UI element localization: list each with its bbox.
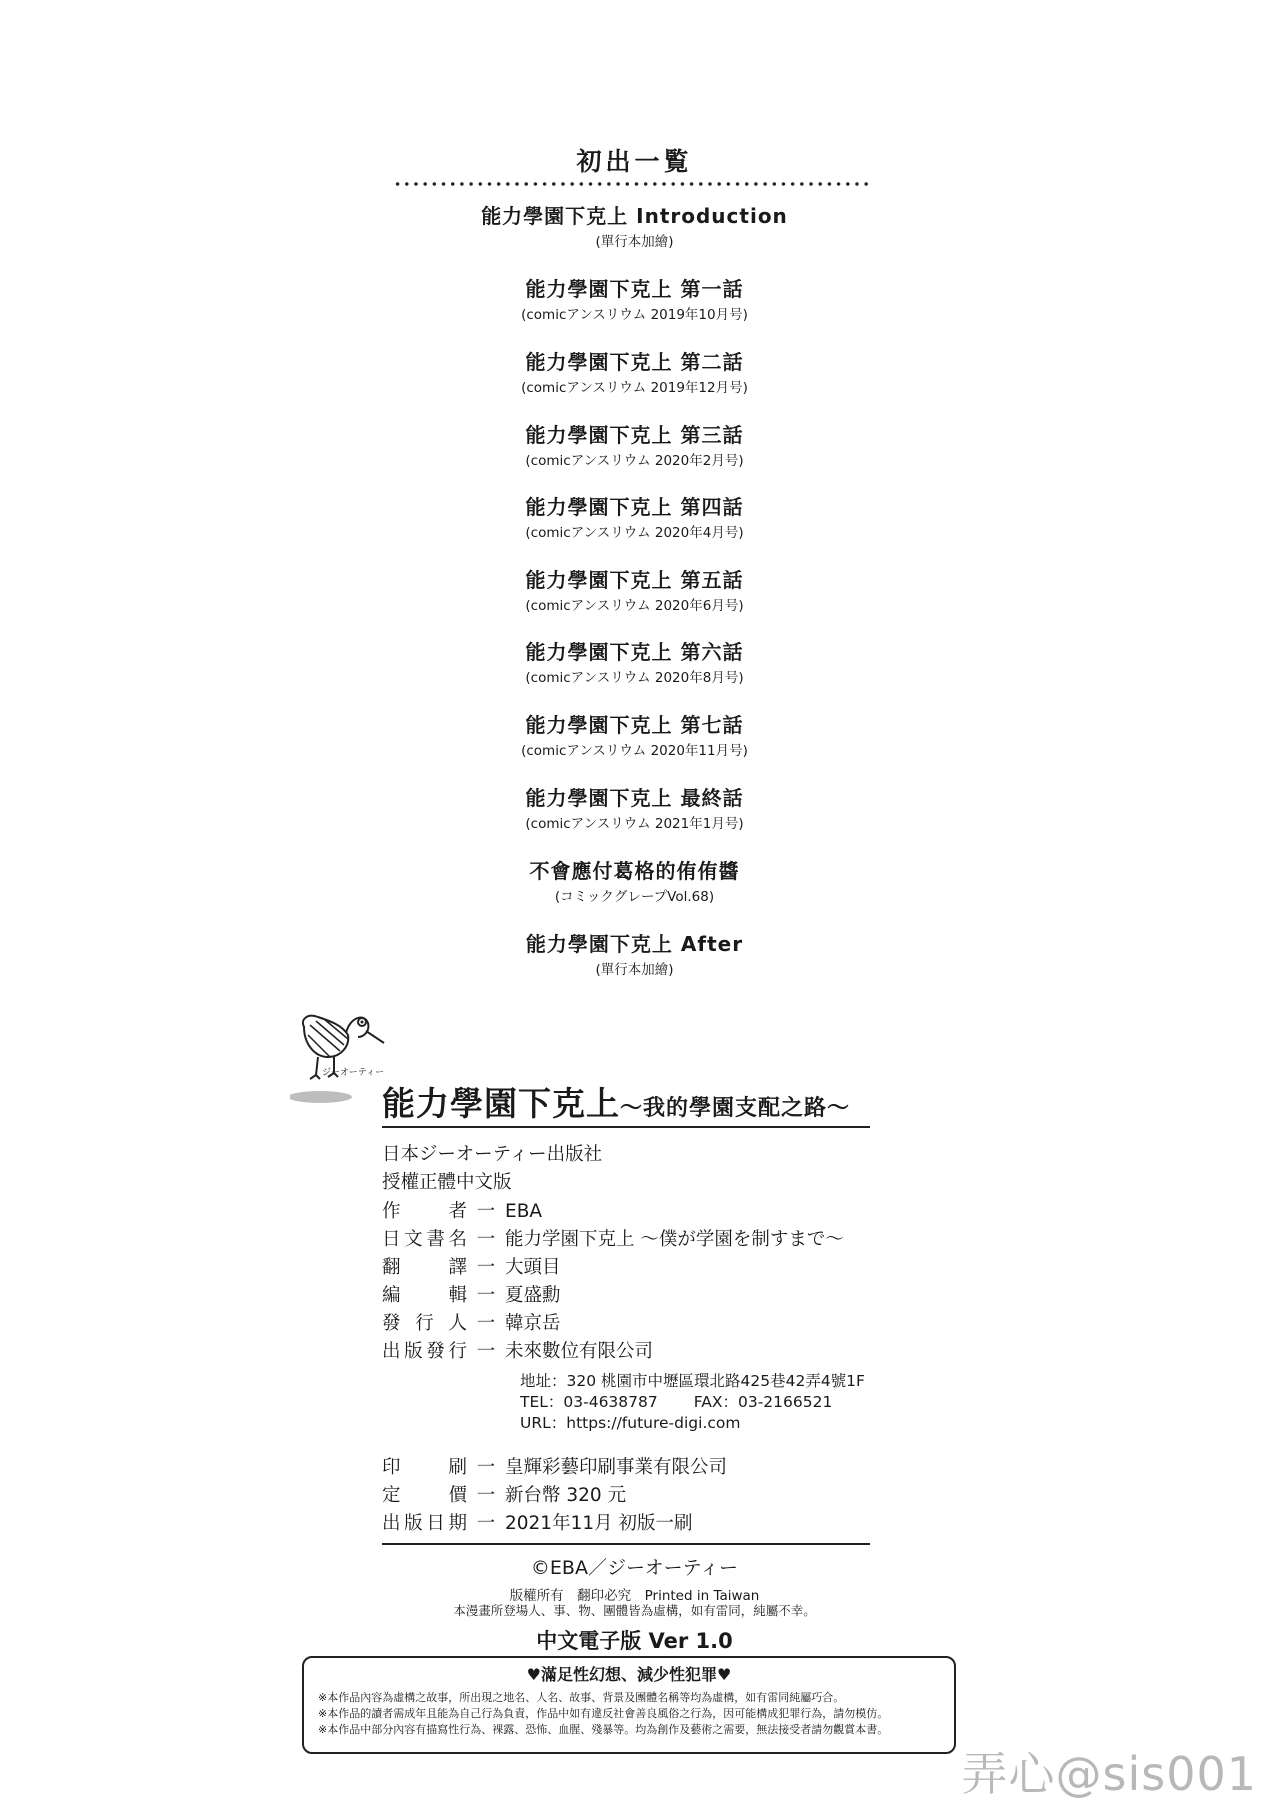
toc-entry-source: (comicアンスリウム 2019年10月号) bbox=[521, 307, 748, 323]
toc-entry bbox=[0, 349, 1269, 397]
credit-label: 作者 bbox=[382, 1201, 467, 1222]
toc-entry bbox=[0, 422, 1269, 470]
credit-row bbox=[382, 1200, 542, 1224]
credit-dash: 一 bbox=[476, 1341, 496, 1362]
credit-value: EBA bbox=[505, 1201, 543, 1222]
dotted-divider bbox=[393, 181, 871, 187]
toc-entry-source: (單行本加繪) bbox=[595, 962, 674, 978]
credit-dash: 一 bbox=[476, 1257, 496, 1278]
contact-fax: FAX：03-2166521 bbox=[693, 1393, 833, 1411]
toc-entry-source: (comicアンスリウム 2020年6月号) bbox=[525, 598, 744, 614]
toc-entry bbox=[0, 858, 1269, 906]
print-dash: 一 bbox=[476, 1485, 496, 1506]
book-title-main: 能力學園下克上 bbox=[382, 1084, 620, 1123]
title-rule bbox=[382, 1126, 870, 1128]
warning-lines bbox=[318, 1690, 944, 1738]
print-label: 定價 bbox=[382, 1485, 467, 1506]
print-label: 出版日期 bbox=[382, 1513, 467, 1534]
print-row bbox=[382, 1512, 693, 1536]
credit-dash: 一 bbox=[476, 1313, 496, 1334]
toc-entry bbox=[0, 712, 1269, 760]
toc-entry-source: (comicアンスリウム 2020年8月号) bbox=[525, 670, 744, 686]
warning-line: ※本作品中部分內容有描寫性行為、裸露、恐怖、血腥、殘暴等。均為創作及藝術之需要，無法接受者請勿觀賞本書。 bbox=[318, 1723, 889, 1736]
warning-heading: ♥滿足性幻想、減少性犯罪♥ bbox=[526, 1665, 732, 1684]
contact-url[interactable]: URL：https://future-digi.com bbox=[520, 1414, 741, 1432]
toc-entry bbox=[0, 494, 1269, 542]
toc-entry-source: (comicアンスリウム 2020年2月号) bbox=[525, 453, 744, 469]
toc-entry-title: 能力學園下克上 第五話 bbox=[525, 568, 744, 592]
credit-value: 未來數位有限公司 bbox=[505, 1341, 654, 1362]
credit-row bbox=[382, 1312, 561, 1336]
toc-entry-source: (單行本加繪) bbox=[595, 234, 674, 250]
toc-entry-title: 能力學園下克上 最終話 bbox=[525, 786, 744, 810]
credit-row bbox=[382, 1228, 844, 1252]
credit-label: 編輯 bbox=[382, 1285, 467, 1306]
toc-entry-title: 能力學園下克上 Introduction bbox=[481, 204, 788, 228]
credit-dash: 一 bbox=[476, 1285, 496, 1306]
toc-title: 初出一覧 bbox=[576, 147, 693, 176]
toc-entry-title: 能力學園下克上 第二話 bbox=[525, 350, 744, 374]
toc-entry-source: (comicアンスリウム 2020年4月号) bbox=[525, 525, 744, 541]
credit-label: 翻譯 bbox=[382, 1257, 467, 1278]
license-publisher: 日本ジーオーティー出版社 bbox=[382, 1144, 603, 1165]
toc-entry-title: 能力學園下克上 第一話 bbox=[525, 277, 744, 301]
contact-phone-fax bbox=[520, 1392, 832, 1412]
toc-entry bbox=[0, 203, 1269, 251]
license-type: 授權正體中文版 bbox=[382, 1172, 512, 1193]
print-label: 印刷 bbox=[382, 1457, 467, 1478]
credit-row bbox=[382, 1340, 653, 1364]
credit-row bbox=[382, 1284, 561, 1308]
print-value: 2021年11月 初版一刷 bbox=[505, 1513, 693, 1534]
print-row bbox=[382, 1484, 626, 1508]
copyright-line: ©EBA／ジーオーティー bbox=[530, 1557, 739, 1579]
colophon-bottom-rule bbox=[382, 1543, 870, 1545]
credit-dash: 一 bbox=[476, 1229, 496, 1250]
toc-entry bbox=[0, 567, 1269, 615]
watermark: 弄心@sis001 bbox=[961, 1747, 1257, 1801]
print-dash: 一 bbox=[476, 1457, 496, 1478]
toc-entry-title: 能力學園下克上 第六話 bbox=[525, 640, 744, 664]
credit-label: 發行人 bbox=[382, 1313, 467, 1334]
toc-entry bbox=[0, 639, 1269, 687]
warning-line: ※本作品的讀者需成年且能為自己行為負責，作品中如有違反社會善良風俗之行為，因可能構成犯罪行為，請勿模仿。 bbox=[318, 1707, 889, 1720]
print-value: 皇輝彩藝印刷事業有限公司 bbox=[505, 1457, 728, 1478]
toc-entry-source: (comicアンスリウム 2021年1月号) bbox=[525, 816, 744, 832]
book-title bbox=[382, 1078, 850, 1125]
toc-entry-source: (comicアンスリウム 2019年12月号) bbox=[521, 380, 748, 396]
publisher-logo-caption: ジーオーティー bbox=[322, 1068, 385, 1078]
credit-label: 出版發行 bbox=[382, 1341, 467, 1362]
toc-entry bbox=[0, 931, 1269, 979]
print-row bbox=[382, 1456, 727, 1480]
print-dash: 一 bbox=[476, 1513, 496, 1534]
toc-entry-title: 能力學園下克上 第七話 bbox=[525, 713, 744, 737]
credit-row bbox=[382, 1256, 561, 1280]
toc-entry-source: (comicアンスリウム 2020年11月号) bbox=[521, 743, 748, 759]
toc-entry-title: 能力學園下克上 第四話 bbox=[525, 495, 744, 519]
credit-value: 夏盛勳 bbox=[505, 1285, 561, 1306]
credit-dash: 一 bbox=[476, 1201, 496, 1222]
rights-line: 版權所有 翻印必究 Printed in Taiwan bbox=[509, 1588, 760, 1604]
toc-entry-title: 不會應付葛格的侑侑醬 bbox=[529, 859, 740, 883]
credit-value: 韓京岳 bbox=[505, 1313, 561, 1334]
toc-entry-title: 能力學園下克上 第三話 bbox=[525, 423, 744, 447]
credit-value: 能力学園下克上 ～僕が学園を制すまで～ bbox=[505, 1229, 844, 1250]
toc-entry bbox=[0, 785, 1269, 833]
print-value: 新台幣 320 元 bbox=[505, 1485, 627, 1506]
warning-line: ※本作品內容為虛構之故事，所出現之地名、人名、故事、背景及團體名稱等均為虛構，如有雷同純屬巧合。 bbox=[318, 1691, 845, 1704]
toc-entry bbox=[0, 276, 1269, 324]
toc-entry-title: 能力學園下克上 After bbox=[525, 932, 744, 956]
contact-tel: TEL：03-4638787 bbox=[520, 1393, 658, 1411]
fiction-notice: 本漫畫所登場人、事、物、團體皆為虛構，如有雷同，純屬不幸。 bbox=[453, 1603, 816, 1618]
edition-version: 中文電子版 Ver 1.0 bbox=[536, 1629, 733, 1653]
contact-address: 地址：320 桃園市中壢區環北路425巷42弄4號1F bbox=[520, 1372, 865, 1390]
credit-value: 大頭目 bbox=[505, 1257, 561, 1278]
warning-box bbox=[302, 1656, 956, 1754]
book-subtitle: ～我的學園支配之路～ bbox=[620, 1096, 851, 1121]
credit-label: 日文書名 bbox=[382, 1229, 467, 1250]
toc-entry-source: (コミックグレープVol.68) bbox=[554, 889, 715, 905]
